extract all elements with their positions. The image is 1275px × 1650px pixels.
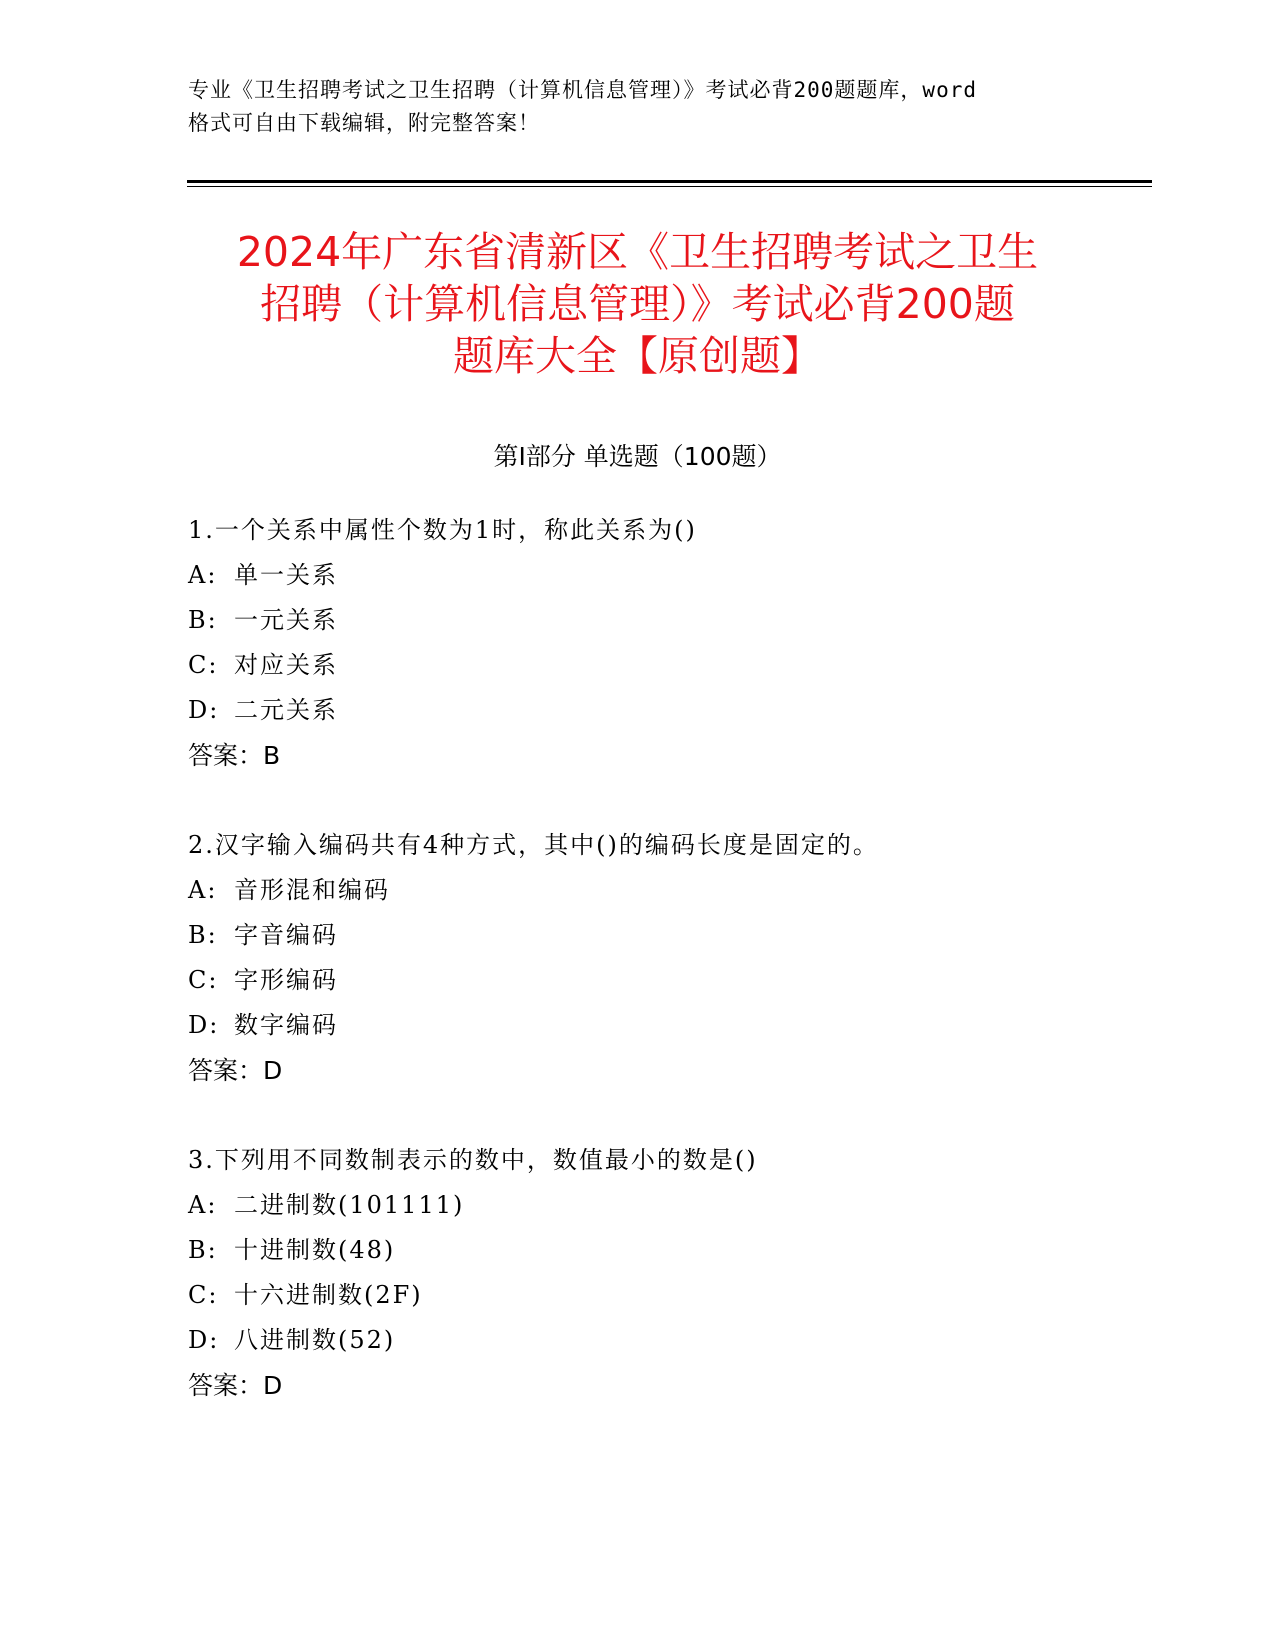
option-key: B: [188,606,218,634]
question-stem: 2.汉字输入编码共有4种方式，其中()的编码长度是固定的。 [188,831,879,859]
question-stem: 1.一个关系中属性个数为1时，称此关系为() [188,516,697,544]
option-d [188,1318,1148,1363]
option-key: D: [188,696,220,724]
header-note [188,74,1088,140]
header-note-line-2: 格式可自由下载编辑，附完整答案！ [188,111,540,135]
option-key: C: [188,1281,219,1309]
option-text: 十六进制数(2F) [234,1281,423,1309]
section-title: 第Ⅰ部分 单选题（100题） [493,442,782,471]
option-text: 一元关系 [234,606,338,634]
option-a [188,1183,1148,1228]
option-key: C: [188,651,219,679]
option-key: A: [188,1191,218,1219]
document-title-line-3: 题库大全【原创题】 [453,332,822,380]
option-text: 音形混和编码 [234,876,390,904]
option-key: D: [188,1326,220,1354]
answer: 答案：B [188,741,281,770]
option-text: 二进制数(101111) [234,1191,465,1219]
option-key: A: [188,561,218,589]
option-a [188,553,1148,598]
option-d [188,1003,1148,1048]
header-divider-thin [187,186,1152,187]
question-1 [188,508,1148,778]
option-text: 字形编码 [234,966,338,994]
document-title-line-2: 招聘（计算机信息管理）》考试必背200题 [260,280,1015,328]
answer: 答案：D [188,1371,283,1400]
question-3 [188,1138,1148,1408]
header-note-line-1: 专业《卫生招聘考试之卫生招聘（计算机信息管理）》考试必背200题题库，word [188,78,977,102]
answer: 答案：D [188,1056,283,1085]
option-c [188,643,1148,688]
option-text: 字音编码 [234,921,338,949]
option-b [188,913,1148,958]
option-b [188,598,1148,643]
document-title [180,226,1095,382]
option-c [188,1273,1148,1318]
option-a [188,868,1148,913]
option-key: B: [188,1236,218,1264]
option-key: B: [188,921,218,949]
question-stem: 3.下列用不同数制表示的数中，数值最小的数是() [188,1146,758,1174]
option-text: 单一关系 [234,561,338,589]
option-text: 二元关系 [234,696,338,724]
option-b [188,1228,1148,1273]
option-key: A: [188,876,218,904]
option-text: 对应关系 [234,651,338,679]
option-text: 八进制数(52) [234,1326,396,1354]
header-divider-thick [187,180,1152,183]
option-text: 十进制数(48) [234,1236,396,1264]
option-d [188,688,1148,733]
option-text: 数字编码 [234,1011,338,1039]
option-c [188,958,1148,1003]
option-key: C: [188,966,219,994]
question-2 [188,823,1148,1093]
option-key: D: [188,1011,220,1039]
document-title-line-1: 2024年广东省清新区《卫生招聘考试之卫生 [236,228,1039,276]
